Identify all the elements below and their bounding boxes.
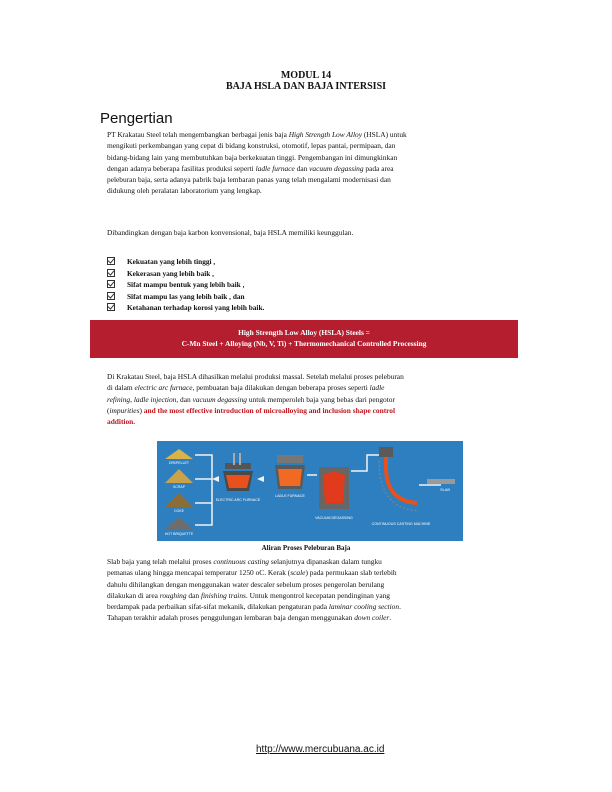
university-website-link[interactable]: http://www.mercubuana.ac.id: [256, 744, 385, 755]
dri-pile-icon: [165, 449, 193, 459]
slab-icon: [427, 479, 455, 484]
ladle-label: LADLE FURNACE: [275, 494, 305, 498]
molten-steel: [323, 472, 345, 503]
list-item: Kekerasan yang lebih baik ,: [107, 268, 264, 280]
electrode-icon: [233, 453, 235, 465]
vacuum-degassing: [315, 467, 353, 520]
list-item: Sifat mampu las yang lebih baik , dan: [107, 291, 264, 303]
continuous-casting-machine: [372, 447, 431, 526]
molten-steel: [278, 469, 302, 486]
hbi-label: HOT BRIQUETTE: [164, 532, 194, 536]
dri-label: DRI/PELLET: [168, 461, 190, 465]
hsla-formula-banner: [90, 320, 518, 358]
molten-steel: [226, 475, 250, 488]
list-item: Kekuatan yang lebih tinggi ,: [107, 256, 264, 268]
module-title: BAJA HSLA DAN BAJA INTERSISI: [225, 81, 387, 92]
checkbox-checked-icon: [107, 257, 115, 265]
ladle-furnace: [275, 455, 305, 498]
scrap-label: SCRAP: [172, 485, 186, 489]
steelmaking-process-diagram: [157, 441, 463, 541]
eaf-roof: [225, 463, 251, 469]
ccm-label: CONTINUOUS CASTING MACHINE: [371, 522, 431, 526]
diagram-caption: Aliran Proses Peleburan Baja: [261, 544, 351, 552]
electrode-icon: [239, 453, 241, 465]
strand-curve: [386, 467, 417, 503]
module-number: MODUL 14: [280, 70, 332, 81]
eaf-label: ELECTRIC ARC FURNACE: [215, 498, 261, 502]
arrow-right-icon: [212, 476, 219, 482]
flow-line: [351, 455, 379, 471]
electric-arc-furnace: [216, 453, 261, 502]
arrow-right-icon: [257, 476, 264, 482]
coke-pile-icon: [165, 493, 193, 507]
ladle-roof: [277, 455, 303, 463]
slab-process-paragraph: Slab baja yang telah melalui proses continuous casting selanjutnya dipanaskan dalam tungku pemanas ulang hingga mencapai temperatur 1250 oC. Kerak (scale) pada permukaan slab terlebih dahulu dihilangkan dengan menggunakan water descaler sebelum proses pengerolan berulang dilakukan di area roughing dan finishing trains. Untuk mengontrol kecepatan pendinginan yang berdampak pada perbaikan sifat-sifat mekanik, dilakukan pengaturan pada laminar cooling section. Tahapan terakhir adalah proses penggulungan lembaran baja dengan menggunakan down coiler.: [107, 557, 401, 623]
banner-line-1: High Strength Low Alloy (HSLA) Steels =: [238, 328, 370, 337]
tundish: [379, 447, 393, 457]
comparison-paragraph: Dibandingkan dengan baja karbon konvensional, baja HSLA memiliki keunggulan.: [107, 228, 354, 237]
checkbox-checked-icon: [107, 269, 115, 277]
raw-materials: [165, 449, 194, 536]
process-flow-svg: [157, 441, 463, 541]
conveyor-line-2: [195, 479, 212, 525]
advantages-list: [107, 256, 264, 314]
coke-label: COKE: [174, 509, 184, 513]
conveyor-line: [195, 455, 212, 479]
strand: [384, 457, 388, 467]
scrap-pile-icon: [165, 469, 193, 483]
banner-line-2: C-Mn Steel + Alloying (Nb, V, Ti) + Thermomechanical Controlled Processing: [181, 339, 427, 348]
checkbox-checked-icon: [107, 303, 115, 311]
checkbox-checked-icon: [107, 280, 115, 288]
briquette-pile-icon: [165, 517, 193, 529]
list-item: Sifat mampu bentuk yang lebih baik ,: [107, 279, 264, 291]
production-paragraph: Di Krakatau Steel, baja HSLA dihasilkan melalui produksi massal. Setelah melalui proses peleburan di dalam electric arc furnace, pembuatan baja dilakukan dengan beberapa proses seperti ladle refining, ladle injection, dan vacuum degassing untuk memperoleh baja yang bebas dari pengotor (impurities) and the most effective introduction of microalloying and inclusion shape control addition.: [107, 372, 404, 427]
section-heading: Pengertian: [100, 110, 173, 127]
slab-label: SLAB: [440, 488, 450, 492]
checkbox-checked-icon: [107, 292, 115, 300]
vd-label: VACUUM DEGASSING: [315, 516, 353, 520]
list-item: Ketahanan terhadap korosi yang lebih baik.: [107, 302, 264, 314]
intro-paragraph: PT Krakatau Steel telah mengembangkan berbagai jenis baja High Strength Low Alloy (HSLA) untuk mengikuti perkembangan yang cepat di bidang konstruksi, otomotif, lepas pantai, permipaan, dan bidang-bidang lain yang membutuhkan baja berkekuatan tinggi. Pengembangan ini dimungkinkan dengan adanya beberapa fasilitas produksi seperti ladle furnace dan vacuum degassing pada area peleburan baja, serta adanya pabrik baja lembaran panas yang telah mengalami modernisasi dan didukung oleh peralatan laboratorium yang lengkap.: [107, 130, 407, 196]
